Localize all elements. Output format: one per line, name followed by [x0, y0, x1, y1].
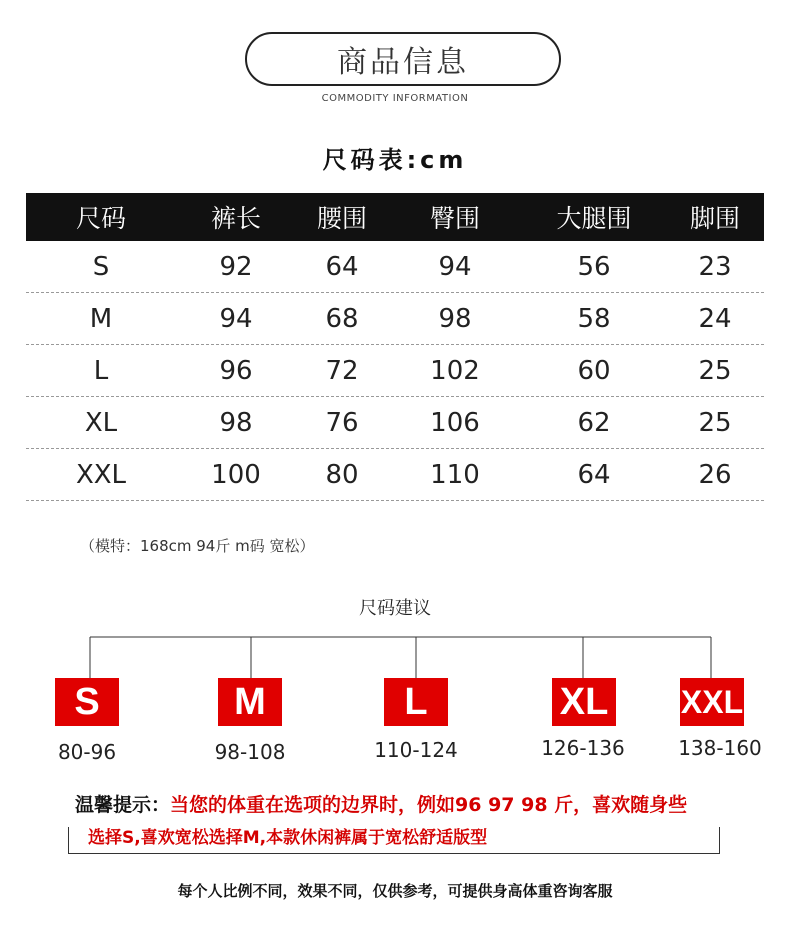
table-cell: 102	[430, 355, 480, 386]
table-cell: L	[93, 355, 109, 386]
table-cell: 110	[430, 459, 480, 490]
footer-note: 每个人比例不同，效果不同，仅供参考，可提供身高体重咨询客服	[177, 882, 613, 900]
table-cell: 23	[698, 251, 732, 282]
table-cell: 58	[577, 303, 611, 334]
column-header-size: 尺码	[75, 204, 126, 233]
table-cell: 94	[219, 303, 253, 334]
section-title: 商品信息	[337, 45, 469, 80]
table-cell: 62	[577, 407, 611, 438]
table-cell: 94	[438, 251, 472, 282]
section-subtitle: COMMODITY INFORMATION	[321, 93, 469, 104]
tip-text-1: 当您的体重在选项的边界时，例如96 97 98 斤，喜欢随身些	[170, 794, 688, 816]
table-cell: 25	[698, 407, 732, 438]
table-cell: S	[92, 251, 110, 282]
table-cell: 98	[438, 303, 472, 334]
table-cell: XXL	[75, 459, 127, 490]
table-cell: 56	[577, 251, 611, 282]
size-recommendation-title: 尺码建议	[359, 598, 431, 619]
table-cell: 76	[325, 407, 359, 438]
column-header-hip: 臀围	[429, 204, 480, 233]
table-cell: 96	[219, 355, 253, 386]
table-cell: 25	[698, 355, 732, 386]
size-badge-xl: XL	[552, 678, 616, 726]
size-badge-xxl: XXL	[680, 678, 744, 726]
size-badge-l: L	[384, 678, 448, 726]
table-cell: 24	[698, 303, 732, 334]
table-cell: 92	[219, 251, 253, 282]
table-cell: M	[89, 303, 113, 334]
table-cell: 64	[577, 459, 611, 490]
table-cell: XL	[84, 407, 118, 438]
range-l: 110-124	[374, 738, 458, 762]
column-header-thigh: 大腿围	[556, 204, 632, 233]
size-badge-m: M	[218, 678, 282, 726]
range-xxl: 138-160	[678, 736, 762, 760]
range-m: 98-108	[214, 740, 286, 764]
range-s: 80-96	[57, 740, 117, 764]
tip-line-1	[75, 790, 687, 817]
table-cell: 80	[325, 459, 359, 490]
tip-label: 温馨提示：	[75, 794, 171, 816]
range-xl: 126-136	[541, 736, 625, 760]
column-header-waist: 腰围	[316, 204, 367, 233]
table-cell: 98	[219, 407, 253, 438]
tip-text-2: 选择S,喜欢宽松选择M,本款休闲裤属于宽松舒适版型	[88, 828, 488, 848]
size-table-title: 尺码表:cm	[322, 146, 468, 174]
table-cell: 64	[325, 251, 359, 282]
model-note: （模特：168cm 94斤 m码 宽松）	[80, 537, 315, 555]
table-cell: 68	[325, 303, 359, 334]
column-header-hem: 脚围	[689, 204, 740, 233]
column-header-length: 裤长	[210, 204, 261, 233]
table-cell: 72	[325, 355, 359, 386]
table-cell: 100	[211, 459, 261, 490]
table-cell: 60	[577, 355, 611, 386]
table-cell: 26	[698, 459, 732, 490]
size-badge-s: S	[55, 678, 119, 726]
table-cell: 106	[430, 407, 480, 438]
